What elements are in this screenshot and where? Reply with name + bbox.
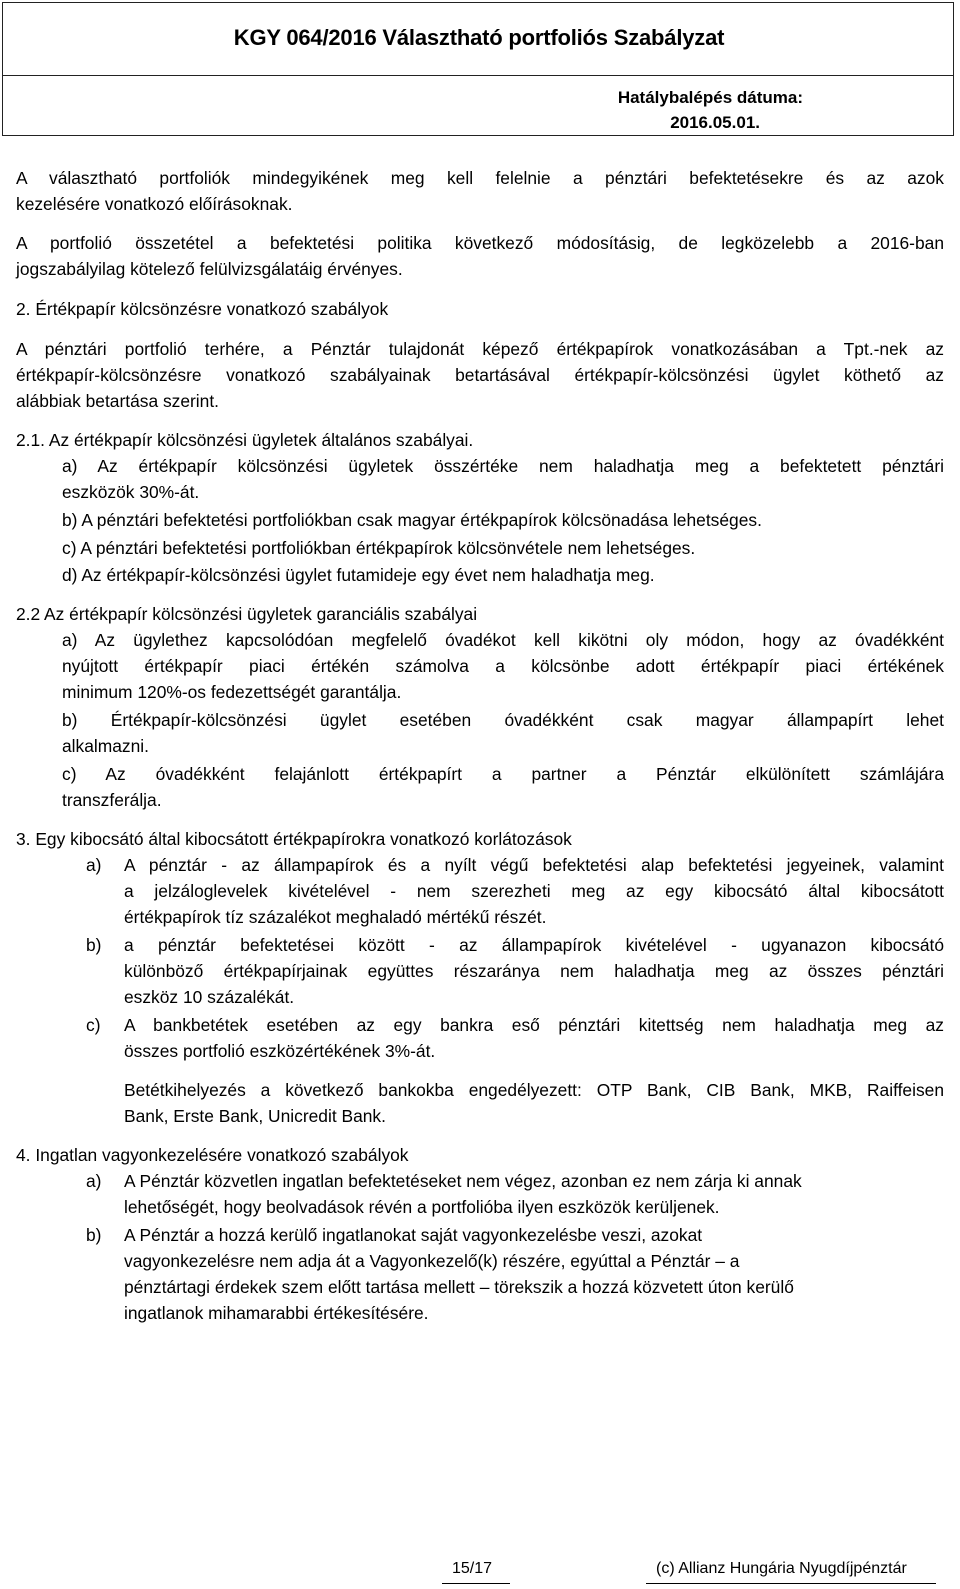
list-item: a) Az értékpapír kölcsönzési ügyletek összértéke nem haladhatja meg a befektetett pénztári xyxy=(62,456,944,476)
list-item: ingatlanok mihamarabbi értékesítésére. xyxy=(124,1303,429,1323)
subsection-heading: 2.1. Az értékpapír kölcsönzési ügyletek általános szabályai. xyxy=(16,430,474,450)
list-item: lehetőségét, hogy beolvadások révén a portfolióba ilyen eszközök kerüljenek. xyxy=(124,1197,720,1217)
list-marker: a) xyxy=(86,855,102,875)
list-item: vagyonkezelésre nem adja át a Vagyonkezelő(k) részére, egyúttal a Pénztár – a xyxy=(124,1251,740,1271)
list-item: b) Értékpapír-kölcsönzési ügylet esetében óvadékként csak magyar állampapírt lehet xyxy=(62,710,944,730)
footer-divider xyxy=(646,1583,936,1584)
list-item: eszközök 30%-át. xyxy=(62,482,200,502)
footer-copyright: (c) Allianz Hungária Nyugdíjpénztár xyxy=(656,1560,907,1577)
document-title: KGY 064/2016 Választható portfoliós Szabályzat xyxy=(233,25,725,50)
list-marker: a) xyxy=(86,1171,102,1191)
page-number: 15/17 xyxy=(452,1560,493,1577)
document-header xyxy=(0,0,958,136)
list-item: pénztártagi érdekek szem előtt tartása mellett – törekszik a hozzá közvetett úton kerülő xyxy=(124,1277,794,1297)
header-date-box xyxy=(2,75,954,136)
paragraph-line: értékpapír-kölcsönzésre vonatkozó szabályainak betartásával értékpapír-kölcsönzési ügylet köthető az xyxy=(16,365,944,385)
list-item: összes portfolió eszközértékének 3%-át. xyxy=(124,1041,436,1061)
list-item: c) Az óvadékként felajánlott értékpapírt a partner a Pénztár elkülönített számlájára xyxy=(62,764,944,784)
header-title-box xyxy=(2,2,954,76)
note-line: Betétkihelyezés a következő bankokba engedélyezett: OTP Bank, CIB Bank, MKB, Raiffeisen xyxy=(124,1080,944,1100)
list-item: d) Az értékpapír-kölcsönzési ügylet futamideje egy évet nem haladhatja meg. xyxy=(62,565,655,585)
list-item: transzferálja. xyxy=(62,790,162,810)
paragraph-line: kezelésére vonatkozó előírásoknak. xyxy=(16,194,293,214)
paragraph-line: A portfolió összetétel a befektetési politika következő módosításig, de legközelebb a 2016-ban xyxy=(16,233,944,253)
list-item: a jelzáloglevelek kivételével - nem szerezheti meg az egy kibocsátó által kibocsátott xyxy=(124,881,944,901)
list-item: A bankbetétek esetében az egy bankra eső pénztári kitettség nem haladhatja meg az xyxy=(124,1015,944,1035)
section-heading: 3. Egy kibocsátó által kibocsátott értékpapírokra vonatkozó korlátozások xyxy=(16,829,572,849)
list-marker: b) xyxy=(86,935,102,955)
list-item: nyújtott értékpapír piaci értékén számolva a kölcsönbe adott értékpapír piaci értékének xyxy=(62,656,944,676)
subsection-heading: 2.2 Az értékpapír kölcsönzési ügyletek garanciális szabályai xyxy=(16,604,478,624)
paragraph-line: A pénztári portfolió terhére, a Pénztár tulajdonát képező értékpapírok vonatkozásában a Tpt.-nek az xyxy=(16,339,944,359)
paragraph-line: jogszabályilag kötelező felülvizsgálatáig érvényes. xyxy=(16,259,403,279)
section-heading: 4. Ingatlan vagyonkezelésére vonatkozó szabályok xyxy=(16,1145,409,1165)
paragraph-line: A választható portfoliók mindegyikének meg kell felelnie a pénztári befektetésekre és az azok xyxy=(16,168,944,188)
list-item: b) A pénztári befektetési portfoliókban csak magyar értékpapírok kölcsönadása lehetséges. xyxy=(62,510,762,530)
list-item: A Pénztár a hozzá kerülő ingatlanokat saját vagyonkezelésbe veszi, azokat xyxy=(124,1225,703,1245)
list-item: értékpapírok tíz százalékot meghaladó mértékű részét. xyxy=(124,907,547,927)
list-item: alkalmazni. xyxy=(62,736,149,756)
list-item: a) Az ügylethez kapcsolódóan megfelelő óvadékot kell kikötni oly módon, hogy az óvadékként xyxy=(62,630,944,650)
list-item: minimum 120%-os fedezettségét garantálja. xyxy=(62,682,402,702)
list-marker: c) xyxy=(86,1015,101,1035)
effective-date-value: 2016.05.01. xyxy=(670,113,760,132)
list-marker: b) xyxy=(86,1225,102,1245)
list-item: eszköz 10 százalékát. xyxy=(124,987,295,1007)
effective-date-label: Hatálybalépés dátuma: xyxy=(617,88,803,107)
section-heading: 2. Értékpapír kölcsönzésre vonatkozó szabályok xyxy=(16,299,389,319)
list-item: a pénztár befektetései között - az állampapírok kivételével - ugyanazon kibocsátó xyxy=(124,935,944,955)
footer-divider xyxy=(442,1583,510,1584)
list-item: A Pénztár közvetlen ingatlan befektetéseket nem végez, azonban ez nem zárja ki annak xyxy=(124,1171,802,1191)
paragraph-line: alábbiak betartása szerint. xyxy=(16,391,220,411)
list-item: A pénztár - az állampapírok és a nyílt végű befektetési alap befektetési jegyeinek, valamint xyxy=(124,855,944,875)
note-line: Bank, Erste Bank, Unicredit Bank. xyxy=(124,1106,386,1126)
list-item: különböző értékpapírjainak együttes részaránya nem haladhatja meg az összes pénztári xyxy=(124,961,944,981)
list-item: c) A pénztári befektetési portfoliókban értékpapírok kölcsönvétele nem lehetséges. xyxy=(62,538,696,558)
